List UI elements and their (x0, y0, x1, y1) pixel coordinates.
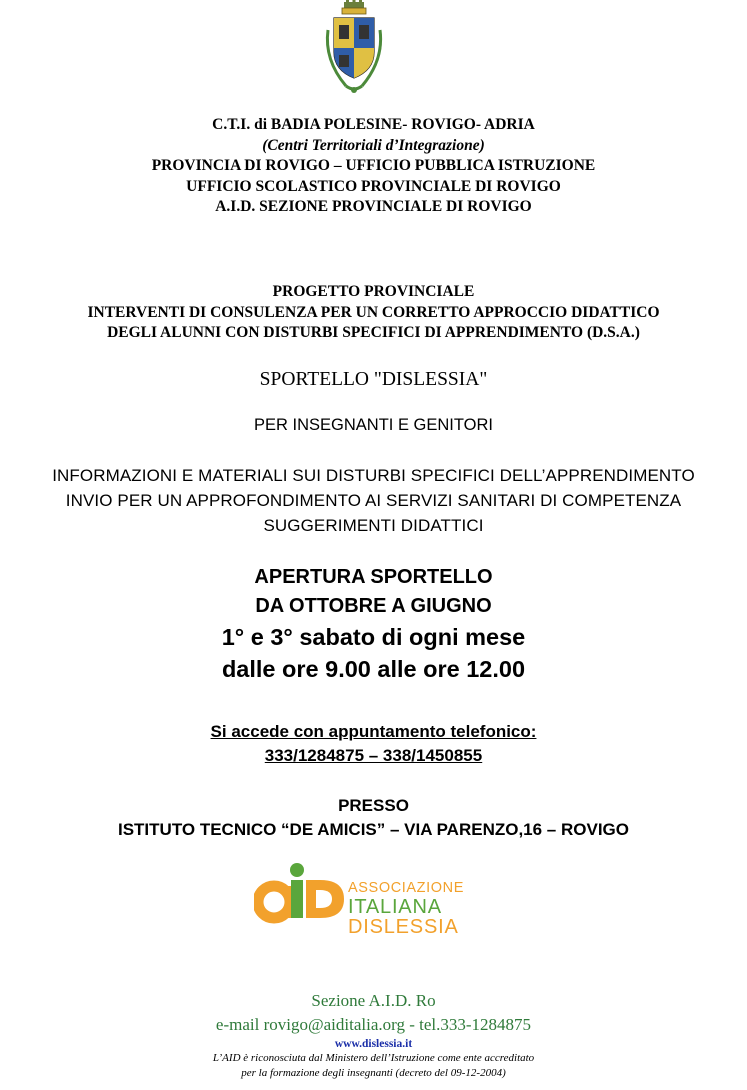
location-line-1: PRESSO (338, 796, 409, 815)
info-block (0, 463, 747, 538)
footer-block (0, 989, 747, 1081)
footer-note-2: per la formazione degli insegnanti (decreto del 09-12-2004) (241, 1067, 506, 1079)
appointment-phones[interactable]: 333/1284875 – 338/1450855 (264, 746, 483, 765)
appointment-block (0, 720, 747, 768)
project-line-3: DEGLI ALUNNI CON DISTURBI SPECIFICI DI APPRENDIMENTO (D.S.A.) (107, 324, 640, 341)
footer-note-1: L’AID è riconosciuta dal Ministero dell’Istruzione come ente accreditato (212, 1052, 535, 1064)
footer-contact[interactable]: e-mail rovigo@aiditalia.org - tel.333-1284875 (215, 1015, 532, 1034)
header-line-4: UFFICIO SCOLASTICO PROVINCIALE DI ROVIGO (186, 177, 561, 195)
info-line-3: SUGGERIMENTI DIDATTICI (263, 516, 484, 535)
header-line-5: A.I.D. SEZIONE PROVINCIALE DI ROVIGO (215, 198, 532, 215)
header-line-3: PROVINCIA DI ROVIGO – UFFICIO PUBBLICA ISTRUZIONE (151, 157, 596, 174)
appointment-text: Si accede con appuntamento telefonico: (210, 722, 537, 741)
info-line-2: INVIO PER UN APPROFONDIMENTO AI SERVIZI SANITARI DI COMPETENZA (65, 491, 682, 510)
coat-of-arms-icon (322, 0, 386, 96)
logo-line-2: ITALIANA (348, 896, 442, 918)
info-line-1: INFORMAZIONI E MATERIALI SUI DISTURBI SPECIFICI DELL’APPRENDIMENTO (52, 466, 695, 485)
opening-line-3: 1° e 3° sabato di ogni mese (221, 624, 526, 650)
header-line-2: (Centri Territoriali d’Integrazione) (262, 136, 485, 154)
header-block (0, 115, 747, 218)
footer-website-link[interactable]: www.dislessia.it (334, 1038, 413, 1050)
opening-line-4: dalle ore 9.00 alle ore 12.00 (221, 656, 526, 682)
project-line-1: PROGETTO PROVINCIALE (272, 283, 475, 300)
project-block (0, 282, 747, 344)
aid-logo-text (348, 879, 464, 937)
opening-line-1: APERTURA SPORTELLO (254, 566, 493, 588)
header-line-1: C.T.I. di BADIA POLESINE- ROVIGO- ADRIA (212, 116, 535, 133)
logo-line-3: DISLESSIA (348, 916, 459, 938)
location-block (0, 794, 747, 842)
opening-block (0, 563, 747, 685)
location-line-2: ISTITUTO TECNICO “DE AMICIS” – VIA PARENZO,16 – ROVIGO (117, 820, 629, 839)
opening-line-2: DA OTTOBRE A GIUGNO (255, 595, 492, 617)
audience-text: PER INSEGNANTI E GENITORI (254, 416, 493, 434)
project-line-2: INTERVENTI DI CONSULENZA PER UN CORRETTO APPROCCIO DIDATTICO (87, 303, 660, 321)
sportello-title: SPORTELLO "DISLESSIA" (259, 369, 488, 390)
logo-line-1: ASSOCIAZIONE (348, 880, 464, 896)
footer-section: Sezione A.I.D. Ro (311, 991, 436, 1010)
